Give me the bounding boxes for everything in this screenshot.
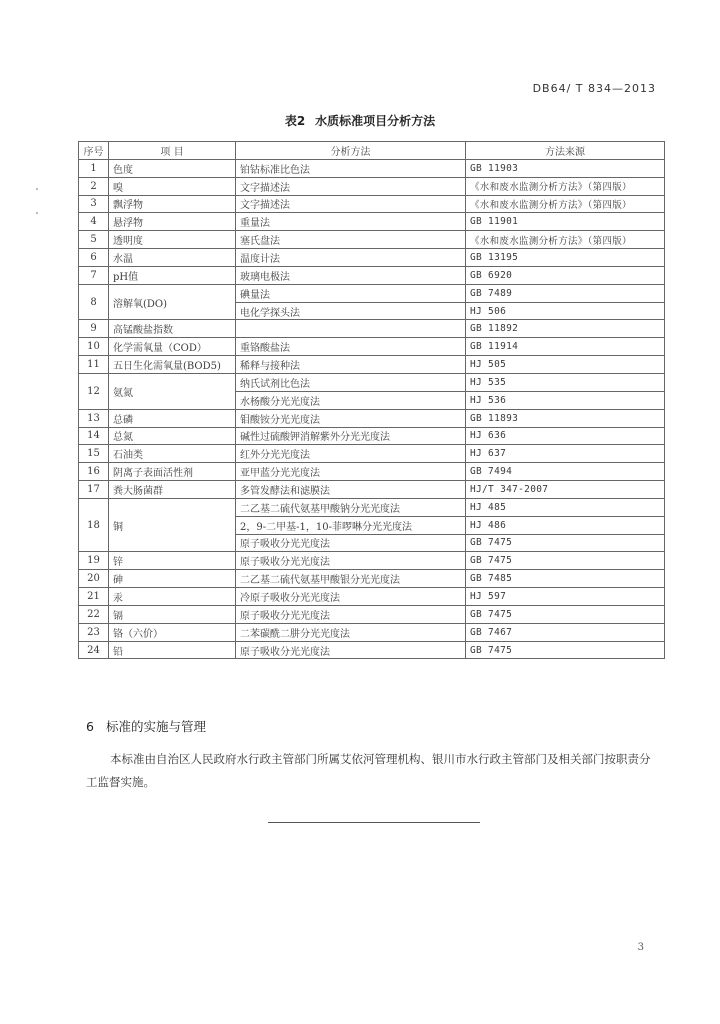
method-cell: 铂钴标准比色法 bbox=[236, 159, 466, 177]
page-number: 3 bbox=[637, 942, 644, 953]
item-cell: 氨氮 bbox=[109, 373, 236, 409]
row-number-cell: 14 bbox=[79, 427, 109, 445]
method-cell: 原子吸收分光光度法 bbox=[236, 552, 466, 570]
table-caption bbox=[0, 112, 720, 129]
item-cell: 汞 bbox=[109, 588, 236, 606]
method-cell: 二苯碳酰二肼分光光度法 bbox=[236, 623, 466, 641]
table-row bbox=[79, 552, 665, 570]
table-caption-text: 水质标准项目分析方法 bbox=[315, 114, 436, 128]
table-row bbox=[79, 588, 665, 606]
row-number-cell: 16 bbox=[79, 463, 109, 481]
table-row bbox=[79, 249, 665, 267]
method-cell: 文字描述法 bbox=[236, 177, 466, 195]
header-cell-number: 序号 bbox=[79, 142, 109, 160]
method-cell: 二乙基二硫代氨基甲酸钠分光光度法 bbox=[236, 498, 466, 516]
method-cell: 钼酸铵分光光度法 bbox=[236, 409, 466, 427]
row-number-cell: 6 bbox=[79, 249, 109, 267]
source-cell: HJ 636 bbox=[466, 427, 665, 445]
source-cell: HJ 535 bbox=[466, 373, 665, 391]
table-row bbox=[79, 373, 665, 391]
item-cell: 色度 bbox=[109, 159, 236, 177]
method-cell: 二乙基二硫代氨基甲酸银分光光度法 bbox=[236, 570, 466, 588]
source-cell: GB 11903 bbox=[466, 159, 665, 177]
item-cell: 阴离子表面活性剂 bbox=[109, 463, 236, 481]
table-row bbox=[79, 623, 665, 641]
item-cell: pH值 bbox=[109, 266, 236, 284]
method-cell: 纳氏试剂比色法 bbox=[236, 373, 466, 391]
method-cell: 文字描述法 bbox=[236, 195, 466, 213]
row-number-cell: 13 bbox=[79, 409, 109, 427]
method-cell: 冷原子吸收分光光度法 bbox=[236, 588, 466, 606]
row-number-cell: 3 bbox=[79, 195, 109, 213]
item-cell: 铅 bbox=[109, 641, 236, 659]
method-cell: 红外分光光度法 bbox=[236, 445, 466, 463]
source-cell: GB 11892 bbox=[466, 320, 665, 338]
method-cell: 原子吸收分光光度法 bbox=[236, 605, 466, 623]
method-cell: 多管发酵法和滤膜法 bbox=[236, 481, 466, 499]
method-cell: 水杨酸分光光度法 bbox=[236, 391, 466, 409]
row-number-cell: 15 bbox=[79, 445, 109, 463]
source-cell: GB 13195 bbox=[466, 249, 665, 267]
row-number-cell: 7 bbox=[79, 266, 109, 284]
row-number-cell: 23 bbox=[79, 623, 109, 641]
table-row bbox=[79, 570, 665, 588]
table-body bbox=[79, 159, 665, 659]
water-quality-methods-table bbox=[78, 141, 665, 659]
row-number-cell: 17 bbox=[79, 481, 109, 499]
source-cell: HJ 485 bbox=[466, 498, 665, 516]
method-cell: 温度计法 bbox=[236, 249, 466, 267]
section-number: 6 bbox=[86, 719, 94, 734]
row-number-cell: 10 bbox=[79, 338, 109, 356]
header-cell-item: 项 目 bbox=[109, 142, 236, 160]
item-cell: 嗅 bbox=[109, 177, 236, 195]
method-cell: 原子吸收分光光度法 bbox=[236, 534, 466, 552]
table-row bbox=[79, 177, 665, 195]
source-cell: GB 7475 bbox=[466, 534, 665, 552]
table-row bbox=[79, 409, 665, 427]
scan-margin-mark bbox=[36, 188, 38, 190]
row-number-cell: 9 bbox=[79, 320, 109, 338]
method-cell: 2，9-二甲基-1，10-菲啰啉分光光度法 bbox=[236, 516, 466, 534]
source-cell: HJ 536 bbox=[466, 391, 665, 409]
source-cell: GB 6920 bbox=[466, 266, 665, 284]
method-cell: 重量法 bbox=[236, 213, 466, 231]
source-cell: HJ 637 bbox=[466, 445, 665, 463]
source-cell: HJ/T 347-2007 bbox=[466, 481, 665, 499]
item-cell: 镉 bbox=[109, 605, 236, 623]
table-row bbox=[79, 445, 665, 463]
source-cell: GB 7494 bbox=[466, 463, 665, 481]
method-cell: 玻璃电极法 bbox=[236, 266, 466, 284]
source-cell: HJ 486 bbox=[466, 516, 665, 534]
item-cell: 五日生化需氧量(BOD5) bbox=[109, 356, 236, 374]
row-number-cell: 11 bbox=[79, 356, 109, 374]
source-cell: HJ 506 bbox=[466, 302, 665, 320]
item-cell: 溶解氧(DO) bbox=[109, 284, 236, 320]
table-row bbox=[79, 213, 665, 231]
header-cell-source: 方法来源 bbox=[466, 142, 665, 160]
method-cell: 电化学探头法 bbox=[236, 302, 466, 320]
method-cell: 原子吸收分光光度法 bbox=[236, 641, 466, 659]
table-row bbox=[79, 231, 665, 249]
row-number-cell: 20 bbox=[79, 570, 109, 588]
item-cell: 透明度 bbox=[109, 231, 236, 249]
item-cell: 高锰酸盐指数 bbox=[109, 320, 236, 338]
row-number-cell: 2 bbox=[79, 177, 109, 195]
method-cell: 重铬酸盐法 bbox=[236, 338, 466, 356]
source-cell: GB 7475 bbox=[466, 605, 665, 623]
source-cell: 《水和废水监测分析方法》（第四版） bbox=[466, 177, 665, 195]
scan-margin-mark bbox=[36, 212, 38, 214]
source-cell: 《水和废水监测分析方法》（第四版） bbox=[466, 195, 665, 213]
source-cell: GB 7475 bbox=[466, 552, 665, 570]
table-row bbox=[79, 320, 665, 338]
item-cell: 化学需氧量（COD） bbox=[109, 338, 236, 356]
item-cell: 石油类 bbox=[109, 445, 236, 463]
row-number-cell: 12 bbox=[79, 373, 109, 409]
row-number-cell: 8 bbox=[79, 284, 109, 320]
table-row bbox=[79, 266, 665, 284]
document-code: DB64/ T 834—2013 bbox=[532, 82, 656, 95]
section-heading bbox=[86, 717, 206, 735]
method-cell: 亚甲蓝分光光度法 bbox=[236, 463, 466, 481]
item-cell: 铜 bbox=[109, 498, 236, 552]
row-number-cell: 21 bbox=[79, 588, 109, 606]
section-body-paragraph: 本标准由自治区人民政府水行政主管部门所属艾依河管理机构、银川市水行政主管部门及相关部门按职责分工监督实施。 bbox=[86, 752, 651, 789]
method-cell: 塞氏盘法 bbox=[236, 231, 466, 249]
row-number-cell: 4 bbox=[79, 213, 109, 231]
source-cell: HJ 505 bbox=[466, 356, 665, 374]
table-row bbox=[79, 356, 665, 374]
row-number-cell: 22 bbox=[79, 605, 109, 623]
source-cell: HJ 597 bbox=[466, 588, 665, 606]
source-cell: GB 7475 bbox=[466, 641, 665, 659]
method-cell: 稀释与接种法 bbox=[236, 356, 466, 374]
item-cell: 飘浮物 bbox=[109, 195, 236, 213]
row-number-cell: 19 bbox=[79, 552, 109, 570]
source-cell: GB 7467 bbox=[466, 623, 665, 641]
table-row bbox=[79, 159, 665, 177]
table-row bbox=[79, 195, 665, 213]
table-row bbox=[79, 463, 665, 481]
table-row bbox=[79, 284, 665, 302]
source-cell: GB 7485 bbox=[466, 570, 665, 588]
table-row bbox=[79, 641, 665, 659]
item-cell: 总磷 bbox=[109, 409, 236, 427]
section-title: 标准的实施与管理 bbox=[105, 719, 206, 734]
item-cell: 悬浮物 bbox=[109, 213, 236, 231]
row-number-cell: 5 bbox=[79, 231, 109, 249]
method-cell: 碱性过硫酸钾消解紫外分光光度法 bbox=[236, 427, 466, 445]
row-number-cell: 24 bbox=[79, 641, 109, 659]
table-row bbox=[79, 338, 665, 356]
item-cell: 锌 bbox=[109, 552, 236, 570]
source-cell: GB 11901 bbox=[466, 213, 665, 231]
item-cell: 粪大肠菌群 bbox=[109, 481, 236, 499]
source-cell: 《水和废水监测分析方法》（第四版） bbox=[466, 231, 665, 249]
method-cell: 碘量法 bbox=[236, 284, 466, 302]
row-number-cell: 1 bbox=[79, 159, 109, 177]
item-cell: 铬（六价） bbox=[109, 623, 236, 641]
source-cell: GB 11914 bbox=[466, 338, 665, 356]
item-cell: 水温 bbox=[109, 249, 236, 267]
item-cell: 砷 bbox=[109, 570, 236, 588]
source-cell: GB 7489 bbox=[466, 284, 665, 302]
table-caption-number: 表2 bbox=[284, 114, 306, 128]
item-cell: 总氮 bbox=[109, 427, 236, 445]
row-number-cell: 18 bbox=[79, 498, 109, 552]
table-header-row bbox=[79, 142, 665, 160]
method-cell bbox=[236, 320, 466, 338]
table-row bbox=[79, 481, 665, 499]
end-of-document-rule bbox=[268, 822, 480, 823]
header-cell-method: 分析方法 bbox=[236, 142, 466, 160]
source-cell: GB 11893 bbox=[466, 409, 665, 427]
table-row bbox=[79, 427, 665, 445]
table-row bbox=[79, 498, 665, 516]
table-row bbox=[79, 605, 665, 623]
